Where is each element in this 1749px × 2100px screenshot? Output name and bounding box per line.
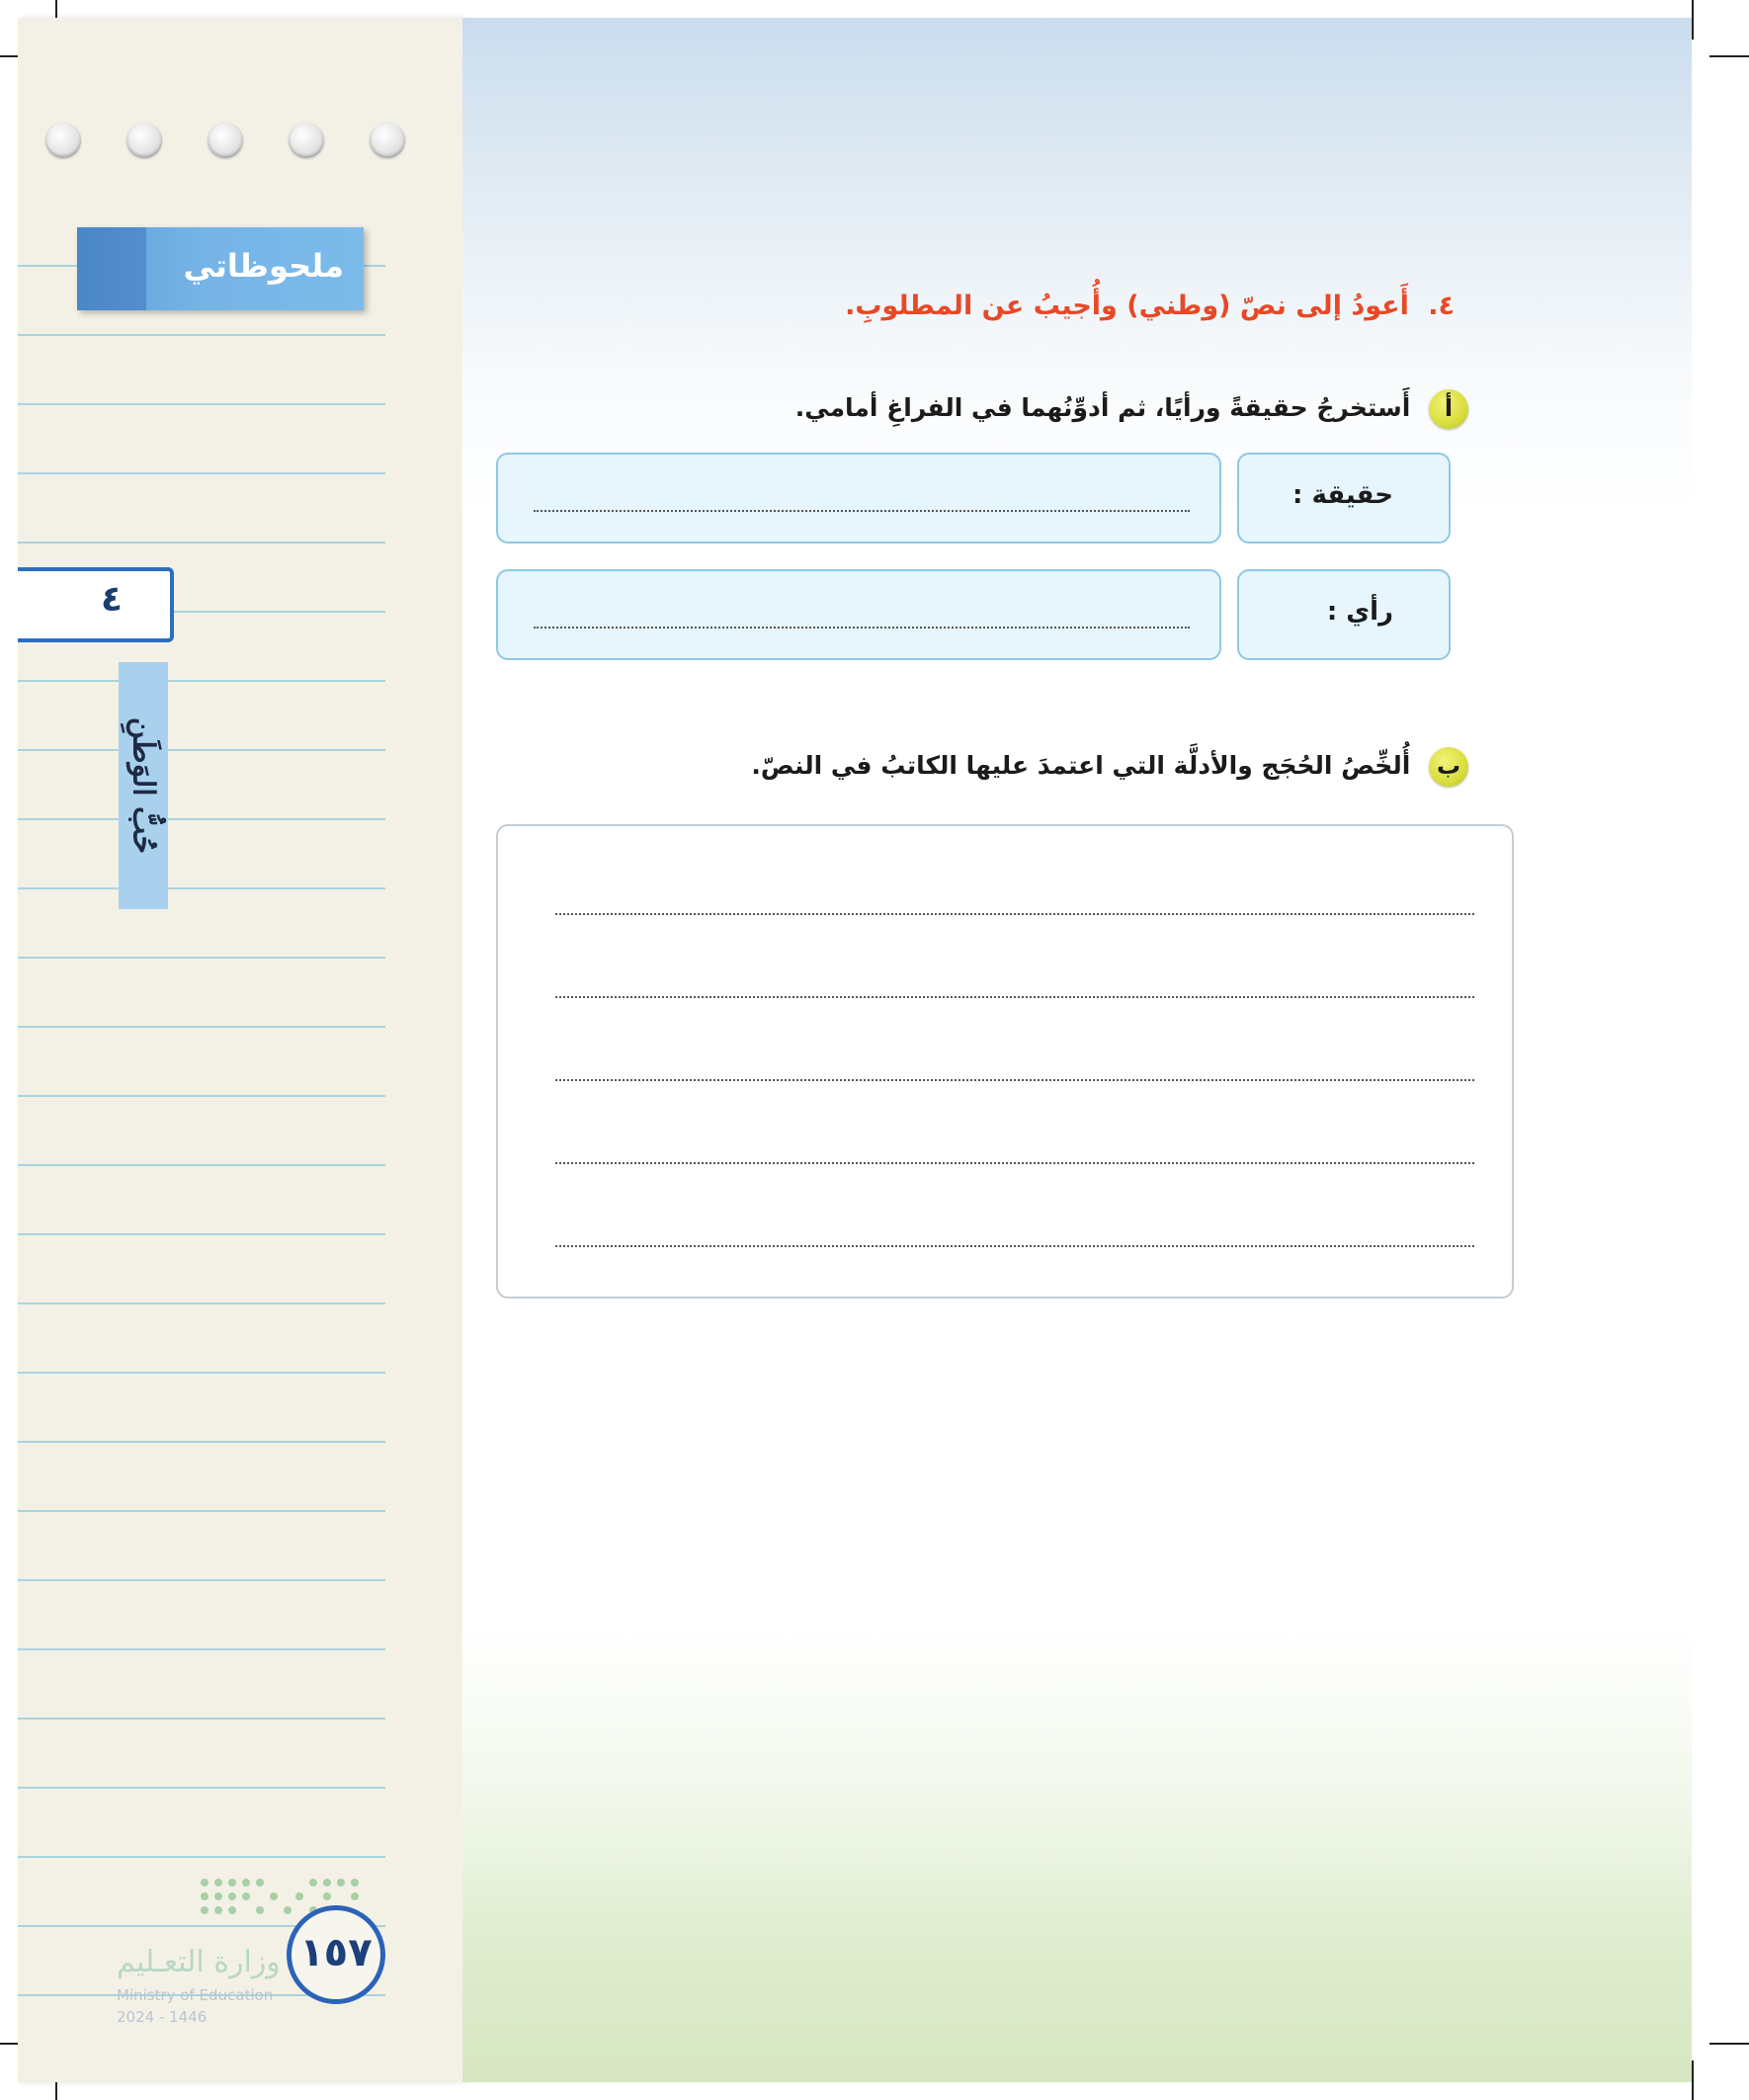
ruled-line xyxy=(18,1302,385,1304)
opinion-answer-field[interactable] xyxy=(496,569,1221,660)
logo-dot xyxy=(214,1892,222,1900)
summary-answer-field[interactable] xyxy=(496,824,1514,1299)
logo-dot xyxy=(256,1879,264,1887)
part-b-badge: ب xyxy=(1429,747,1468,787)
unit-number: ٤ xyxy=(101,579,123,620)
crop-mark xyxy=(1709,2043,1749,2045)
question-text: أَعودُ إلى نصّ (وطني) وأُجيبُ عن المطلوبِ. xyxy=(845,291,1409,321)
summary-line xyxy=(555,1162,1474,1164)
page-number: ١٥٧ xyxy=(299,1930,373,1975)
ruled-line xyxy=(18,542,385,544)
notes-title: ملحوظاتي xyxy=(183,247,344,285)
logo-dot xyxy=(284,1906,292,1914)
logo-dot xyxy=(270,1892,278,1900)
ruled-line xyxy=(18,403,385,405)
logo-dot xyxy=(323,1879,331,1887)
edition-year: 2024 - 1446 xyxy=(117,2008,208,2026)
summary-line xyxy=(555,1079,1474,1081)
fact-label-box xyxy=(1237,453,1451,544)
logo-dot xyxy=(201,1892,208,1900)
ruled-line xyxy=(18,1718,385,1720)
ministry-name-ar: وزارة التعـليم xyxy=(117,1945,281,1979)
question-number: ٤. xyxy=(1428,291,1455,321)
binder-ring-icon xyxy=(45,123,81,158)
part-b-instruction xyxy=(751,747,1468,787)
ruled-line xyxy=(18,472,385,474)
answer-dotted-line xyxy=(534,627,1190,629)
ruled-line xyxy=(18,887,385,889)
unit-number-box xyxy=(18,567,174,642)
fact-answer-field[interactable] xyxy=(496,453,1221,544)
opinion-label: رأي : xyxy=(1326,597,1393,627)
ruled-line xyxy=(18,1856,385,1858)
notes-label xyxy=(77,227,364,310)
crop-mark xyxy=(1692,2060,1694,2100)
fact-label: حقيقة : xyxy=(1292,480,1393,510)
logo-dot xyxy=(214,1906,222,1914)
logo-dot xyxy=(337,1879,345,1887)
logo-dot xyxy=(201,1879,208,1887)
ruled-line xyxy=(18,1787,385,1789)
logo-dot xyxy=(309,1879,317,1887)
summary-line xyxy=(555,913,1474,915)
notes-sidebar xyxy=(18,18,462,2082)
worksheet-content xyxy=(462,18,1692,2082)
ruled-line xyxy=(18,1233,385,1235)
ruled-line xyxy=(18,1095,385,1097)
logo-dot xyxy=(295,1892,303,1900)
logo-dot xyxy=(214,1879,222,1887)
crop-mark xyxy=(1692,0,1694,40)
logo-dot xyxy=(323,1892,331,1900)
logo-dot xyxy=(228,1879,236,1887)
logo-dot xyxy=(228,1892,236,1900)
unit-title-tab xyxy=(119,662,168,909)
ruled-line xyxy=(18,1441,385,1443)
ruled-line xyxy=(18,1579,385,1581)
logo-dot xyxy=(242,1892,250,1900)
binder-ring-icon xyxy=(289,123,324,158)
summary-line xyxy=(555,1245,1474,1247)
part-a-badge: أ xyxy=(1429,389,1468,429)
ruled-line xyxy=(18,334,385,336)
ruled-line xyxy=(18,1510,385,1512)
summary-line xyxy=(555,996,1474,998)
answer-dotted-line xyxy=(534,510,1190,512)
binder-ring-icon xyxy=(126,123,162,158)
notes-label-shade xyxy=(77,227,146,310)
page-number-badge xyxy=(287,1905,385,2004)
ruled-line xyxy=(18,1026,385,1028)
logo-dot xyxy=(351,1879,359,1887)
logo-dot xyxy=(351,1892,359,1900)
part-b-text: أُلخِّصُ الحُجَج والأدلَّة التي اعتمدَ عليها الكاتبُ في النصّ. xyxy=(751,751,1411,780)
part-a-instruction xyxy=(795,389,1468,429)
binder-ring-icon xyxy=(370,123,405,158)
logo-dot xyxy=(228,1906,236,1914)
crop-mark xyxy=(1709,55,1749,57)
question-heading xyxy=(845,291,1455,321)
opinion-label-box xyxy=(1237,569,1451,660)
logo-dot xyxy=(256,1906,264,1914)
ruled-line xyxy=(18,1372,385,1374)
logo-dot xyxy=(242,1879,250,1887)
ministry-name-en: Ministry of Education xyxy=(117,1986,274,2004)
ruled-line xyxy=(18,749,385,751)
part-a-text: أَستخرجُ حقيقةً ورأيًا، ثم أدوِّنُهما في الفراغِ أمامي. xyxy=(794,393,1411,422)
ruled-line xyxy=(18,1648,385,1650)
ruled-line xyxy=(18,818,385,820)
unit-title: حُبُّ الوَطَنِ xyxy=(125,716,161,855)
ruled-line xyxy=(18,1164,385,1166)
ruled-line xyxy=(18,957,385,959)
ruled-line xyxy=(18,680,385,682)
binder-ring-icon xyxy=(208,123,243,158)
logo-dot xyxy=(201,1906,208,1914)
